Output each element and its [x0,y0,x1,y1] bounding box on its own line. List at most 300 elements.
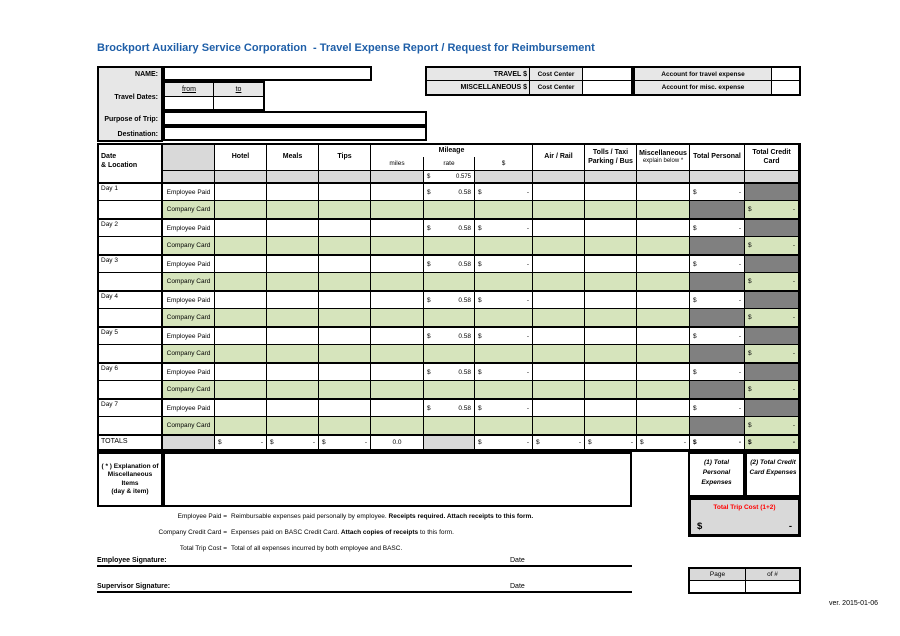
name-label: NAME: [135,71,158,78]
air-rail-entry-cell[interactable] [533,381,585,399]
mileage-dollar-cell [475,291,533,309]
blocked-cell [745,327,799,345]
explanation-line: Items [121,479,139,487]
miles-entry-cell[interactable] [371,381,424,399]
day-label: Day 4 [99,291,163,309]
amount-value: - [526,404,529,412]
date-header-line1: Date [101,153,117,160]
currency-symbol: $ [748,242,752,249]
mileage-rate-cell [424,219,475,237]
page-total-input[interactable] [746,581,799,592]
miles-entry-cell[interactable] [371,183,424,201]
misc-entry-cell[interactable] [637,291,690,309]
misc-entry-cell[interactable] [637,183,690,201]
day-label-spacer [99,201,163,219]
miles-entry-cell[interactable] [371,273,424,291]
misc-entry-cell[interactable] [637,363,690,381]
totals-meals-cell [267,435,319,450]
meals-entry-cell[interactable] [267,399,319,417]
totals-mileage-dollar-cell [475,435,533,450]
blocked-cell [690,237,745,255]
hotel-entry-cell[interactable] [215,327,267,345]
meals-entry-cell[interactable] [267,183,319,201]
misc-entry-cell[interactable] [637,237,690,255]
air-rail-entry-cell[interactable] [533,237,585,255]
cost-center-travel-input[interactable] [583,68,631,81]
hotel-entry-cell[interactable] [215,417,267,435]
row-type-company-card: Company Card [163,417,215,435]
air-rail-entry-cell[interactable] [533,183,585,201]
currency-symbol: $ [748,386,752,393]
air-rail-header: Air / Rail [533,145,585,171]
cost-center-misc-input[interactable] [583,81,631,94]
misc-entry-cell[interactable] [637,309,690,327]
row-type-employee-paid: Employee Paid [163,219,215,237]
total-personal-cell [690,219,745,237]
total-personal-cell [690,183,745,201]
amount-value: - [792,314,795,321]
of-label: of # [746,569,799,581]
footnote-label: Total Trip Cost = [179,545,227,552]
total-personal-cell [690,291,745,309]
tips-entry-cell[interactable] [319,381,371,399]
totals-personal-cell [690,435,745,450]
miles-entry-cell[interactable] [371,363,424,381]
row-type-employee-paid: Employee Paid [163,291,215,309]
footnote-text: Expenses paid on BASC Credit Card. Attach copies of receipts to this form. [231,529,454,536]
meals-entry-cell[interactable] [267,291,319,309]
amount-value: 0.58 [458,296,471,304]
air-rail-entry-cell[interactable] [533,273,585,291]
account-misc-label: Account for misc. expense [635,81,772,94]
air-rail-entry-cell[interactable] [533,219,585,237]
miles-subheader: miles [371,157,424,170]
tips-header: Tips [319,145,371,171]
blocked-cell [690,201,745,219]
rate-entry-cell[interactable] [424,309,475,327]
subheader-band [163,171,215,183]
cost-center-label-misc: Cost Center [530,81,583,94]
currency-symbol: $ [427,260,431,268]
mileage-dollar-cell [475,183,533,201]
subheader-band [267,171,319,183]
currency-symbol: $ [427,173,431,180]
amount-value: - [738,368,741,376]
currency-symbol: $ [478,296,482,304]
total-credit-card-expenses-box: (2) Total Credit Card Expenses [745,452,801,497]
mileage-dollar-entry-cell[interactable] [475,309,533,327]
misc-entry-cell[interactable] [637,273,690,291]
amount-value: - [792,439,795,446]
from-date-input[interactable] [165,97,214,109]
mileage-header: Mileage [438,147,465,154]
rate-entry-cell[interactable] [424,381,475,399]
hotel-entry-cell[interactable] [215,291,267,309]
amount-value: - [683,439,686,446]
amount-value: - [526,296,529,304]
tolls-entry-cell[interactable] [585,237,637,255]
row-type-employee-paid: Employee Paid [163,399,215,417]
blocked-cell [690,273,745,291]
currency-symbol: $ [697,521,703,532]
from-label: from [182,86,196,93]
tips-entry-cell[interactable] [319,273,371,291]
air-rail-entry-cell[interactable] [533,399,585,417]
to-label: to [235,86,242,93]
amount-value: - [788,521,792,532]
supervisor-signature-line[interactable] [97,581,632,593]
account-summary-box [633,66,801,96]
tips-entry-cell[interactable] [319,399,371,417]
amount-value: - [630,439,633,446]
date-label: Date [510,557,525,564]
miles-entry-cell[interactable] [371,201,424,219]
tolls-entry-cell[interactable] [585,363,637,381]
amount-value: 0.58 [458,332,471,340]
day-label-spacer [99,417,163,435]
tips-entry-cell[interactable] [319,255,371,273]
mileage-dollar-entry-cell[interactable] [475,237,533,255]
total-credit-cell [745,201,799,219]
meals-entry-cell[interactable] [267,309,319,327]
hotel-entry-cell[interactable] [215,381,267,399]
amount-value: - [526,224,529,232]
meals-entry-cell[interactable] [267,201,319,219]
to-date-input[interactable] [214,97,263,109]
tips-entry-cell[interactable] [319,219,371,237]
footnote-employee-paid [97,513,657,521]
day-label-spacer [99,273,163,291]
amount-value: - [792,278,795,285]
page-number-input[interactable] [690,581,746,592]
miles-entry-cell[interactable] [371,291,424,309]
hotel-entry-cell[interactable] [215,273,267,291]
amount-value: - [526,260,529,268]
date-header-line2: & Location [101,161,138,169]
hotel-entry-cell[interactable] [215,237,267,255]
rate-subheader: rate [424,157,475,170]
meals-entry-cell[interactable] [267,381,319,399]
tolls-entry-cell[interactable] [585,381,637,399]
amount-value: - [578,439,581,446]
explanation-line: Miscellaneous [107,471,153,479]
blocked-cell [745,219,799,237]
misc-entry-cell[interactable] [637,345,690,363]
total-credit-cell [745,309,799,327]
amount-value: - [526,188,529,196]
tolls-entry-cell[interactable] [585,183,637,201]
travel-summary-box [425,66,633,96]
miles-entry-cell[interactable] [371,309,424,327]
totals-tips-cell [319,435,371,450]
mileage-dollar-entry-cell[interactable] [475,273,533,291]
amount-value: 0.58 [458,260,471,268]
currency-symbol: $ [748,350,752,357]
page-title: Brockport Auxiliary Service Corporation - Travel Expense Report / Request for Reimbursement [97,42,595,54]
total-credit-header-line2: Card [763,157,780,165]
hotel-entry-cell[interactable] [215,309,267,327]
total-trip-cost-box [688,497,801,537]
explanation-line: ( * ) Explanation of [101,462,159,470]
subheader-band [637,171,690,183]
from-header [165,83,214,97]
currency-symbol: $ [427,188,431,196]
subheader-band [585,171,637,183]
currency-symbol: $ [693,296,697,304]
tolls-entry-cell[interactable] [585,345,637,363]
day-label: Day 7 [99,399,163,417]
tips-entry-cell[interactable] [319,201,371,219]
total-personal-expenses-box: (1) Total Personal Expenses [688,452,745,497]
blocked-cell [690,345,745,363]
amount-value: - [738,260,741,268]
day-label: Day 1 [99,183,163,201]
page-label: Page [690,569,746,581]
miles-entry-cell[interactable] [371,237,424,255]
hotel-entry-cell[interactable] [215,183,267,201]
employee-signature-label: Employee Signature: [97,557,167,564]
air-rail-entry-cell[interactable] [533,345,585,363]
currency-symbol: $ [640,439,644,446]
amount-value: - [738,404,741,412]
travel-dates-box [163,81,265,111]
day-label: Day 3 [99,255,163,273]
currency-symbol: $ [748,314,752,321]
meals-entry-cell[interactable] [267,363,319,381]
currency-symbol: $ [693,404,697,412]
misc-entry-cell[interactable] [637,255,690,273]
totals-miles-cell: 0.0 [371,435,424,450]
miles-entry-cell[interactable] [371,345,424,363]
mileage-rate-cell [424,291,475,309]
row-type-company-card: Company Card [163,345,215,363]
day-label-spacer [99,309,163,327]
totals-air-rail-cell [533,435,585,450]
hotel-entry-cell[interactable] [215,201,267,219]
blocked-cell [690,381,745,399]
account-travel-label: Account for travel expense [635,68,772,81]
tips-entry-cell[interactable] [319,309,371,327]
totals-misc-cell [637,435,690,450]
air-rail-entry-cell[interactable] [533,327,585,345]
purpose-of-trip-input[interactable] [163,111,427,126]
air-rail-entry-cell[interactable] [533,255,585,273]
misc-entry-cell[interactable] [637,219,690,237]
row-type-company-card: Company Card [163,273,215,291]
row-type-employee-paid: Employee Paid [163,363,215,381]
tips-entry-cell[interactable] [319,237,371,255]
travel-total-label: TRAVEL $ [427,68,530,81]
meals-entry-cell[interactable] [267,219,319,237]
amount-value: - [792,422,795,429]
hotel-entry-cell[interactable] [215,345,267,363]
hotel-entry-cell[interactable] [215,363,267,381]
day-label: Day 5 [99,327,163,345]
hotel-entry-cell[interactable] [215,255,267,273]
total-personal-cell [690,363,745,381]
subheader-band [215,171,267,183]
footnote-label: Employee Paid = [177,513,227,520]
mileage-dollar-entry-cell[interactable] [475,381,533,399]
misc-entry-cell[interactable] [637,381,690,399]
meals-entry-cell[interactable] [267,345,319,363]
currency-symbol: $ [748,278,752,285]
rate-entry-cell[interactable] [424,237,475,255]
currency-symbol: $ [693,188,697,196]
amount-value: - [738,188,741,196]
amount-value: - [738,224,741,232]
explanation-line: (day & item) [111,487,149,495]
currency-symbol: $ [478,404,482,412]
row-type-company-card: Company Card [163,237,215,255]
meals-entry-cell[interactable] [267,273,319,291]
currency-symbol: $ [748,439,752,446]
amount-value: - [738,439,741,446]
miles-entry-cell[interactable] [371,399,424,417]
cost-center-label-travel: Cost Center [530,68,583,81]
mileage-dollar-cell [475,399,533,417]
mileage-dollar-cell [475,363,533,381]
account-misc-input[interactable] [772,81,799,94]
total-personal-cell [690,255,745,273]
tips-entry-cell[interactable] [319,417,371,435]
currency-symbol: $ [693,439,697,446]
totals-label: TOTALS [99,435,163,450]
tolls-entry-cell[interactable] [585,219,637,237]
tips-entry-cell[interactable] [319,345,371,363]
mileage-dollar-entry-cell[interactable] [475,417,533,435]
misc-entry-cell[interactable] [637,417,690,435]
misc-entry-cell[interactable] [637,201,690,219]
row-type-company-card: Company Card [163,201,215,219]
date-label: Date [510,583,525,590]
currency-symbol: $ [427,404,431,412]
mileage-header-group [371,145,533,171]
version-text: ver. 2015-01-06 [828,600,878,607]
destination-input[interactable] [163,126,427,141]
amount-value: 0.58 [458,368,471,376]
tolls-entry-cell[interactable] [585,327,637,345]
misc-header-title: Miscellaneous [639,149,687,157]
subheader-band [319,171,371,183]
mileage-dollar-subheader: $ [501,160,506,167]
hotel-entry-cell[interactable] [215,219,267,237]
tolls-entry-cell[interactable] [585,273,637,291]
name-input[interactable] [163,66,372,81]
total-credit-cell [745,237,799,255]
mileage-dollar-entry-cell[interactable] [475,201,533,219]
rate-entry-cell[interactable] [424,273,475,291]
air-rail-entry-cell[interactable] [533,309,585,327]
totals-hotel-cell [215,435,267,450]
rate-value: 0.575 [455,173,471,180]
standard-mileage-rate-cell [424,171,475,183]
mileage-dollar-entry-cell[interactable] [475,345,533,363]
amount-value: - [526,332,529,340]
tips-entry-cell[interactable] [319,183,371,201]
tolls-taxi-header [585,145,637,171]
hotel-entry-cell[interactable] [215,399,267,417]
miscellaneous-total-label: MISCELLANEOUS $ [427,81,530,94]
tolls-entry-cell[interactable] [585,309,637,327]
meals-entry-cell[interactable] [267,255,319,273]
row-type-company-card: Company Card [163,381,215,399]
tolls-header-line2: Parking / Bus [588,157,633,165]
miles-entry-cell[interactable] [371,219,424,237]
mileage-rate-cell [424,399,475,417]
total-trip-cost-label: Total Trip Cost (1+2) [713,504,776,511]
misc-explanation-input[interactable] [163,452,632,507]
tips-entry-cell[interactable] [319,327,371,345]
amount-value: 0.58 [458,404,471,412]
currency-symbol: $ [748,206,752,213]
tolls-entry-cell[interactable] [585,255,637,273]
totals-tolls-cell [585,435,637,450]
account-travel-input[interactable] [772,68,799,81]
rate-entry-cell[interactable] [424,345,475,363]
air-rail-entry-cell[interactable] [533,291,585,309]
mileage-dollar-cell [475,219,533,237]
currency-symbol: $ [427,224,431,232]
air-rail-entry-cell[interactable] [533,363,585,381]
miles-entry-cell[interactable] [371,255,424,273]
tolls-entry-cell[interactable] [585,399,637,417]
total-personal-cell [690,327,745,345]
currency-symbol: $ [536,439,540,446]
row-type-employee-paid: Employee Paid [163,327,215,345]
tolls-header-line1: Tolls / Taxi [592,149,629,157]
expense-table [97,143,801,452]
air-rail-entry-cell[interactable] [533,417,585,435]
currency-symbol: $ [588,439,592,446]
misc-entry-cell[interactable] [637,399,690,417]
rate-entry-cell[interactable] [424,417,475,435]
misc-entry-cell[interactable] [637,327,690,345]
currency-symbol: $ [427,296,431,304]
tolls-entry-cell[interactable] [585,291,637,309]
currency-symbol: $ [478,368,482,376]
tips-entry-cell[interactable] [319,291,371,309]
mileage-dollar-cell [475,327,533,345]
amount-value: - [792,242,795,249]
currency-symbol: $ [270,439,274,446]
amount-value: - [792,386,795,393]
blocked-cell [690,309,745,327]
footnote-text: Total of all expenses incurred by both employee and BASC. [231,545,403,552]
totals-credit-card-cell [745,435,799,450]
miles-entry-cell[interactable] [371,417,424,435]
tolls-entry-cell[interactable] [585,417,637,435]
total-credit-cell [745,381,799,399]
totals-rate-spacer [424,435,475,450]
tips-entry-cell[interactable] [319,363,371,381]
day-label-spacer [99,237,163,255]
meals-entry-cell[interactable] [267,237,319,255]
tolls-entry-cell[interactable] [585,201,637,219]
blocked-cell [745,363,799,381]
currency-symbol: $ [478,332,482,340]
total-credit-cell [745,273,799,291]
miles-entry-cell[interactable] [371,327,424,345]
meals-entry-cell[interactable] [267,327,319,345]
footnote-total-trip-cost [97,545,657,553]
meals-entry-cell[interactable] [267,417,319,435]
total-credit-cell [745,417,799,435]
to-header [214,83,263,97]
air-rail-entry-cell[interactable] [533,201,585,219]
employee-signature-line[interactable] [97,555,632,567]
rate-entry-cell[interactable] [424,201,475,219]
